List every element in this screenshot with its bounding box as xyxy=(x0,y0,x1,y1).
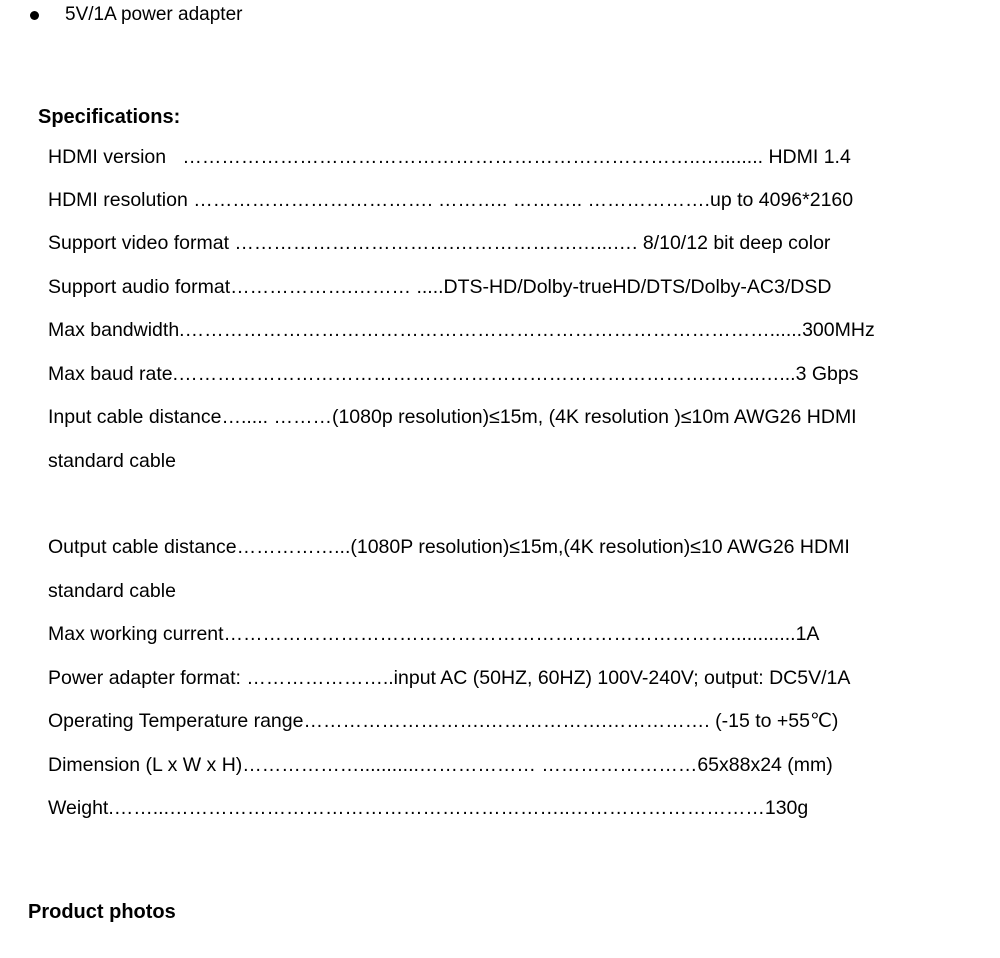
spec-max-baud-rate: Max baud rate.……………………………………………………………………….……..…...3 Gbps xyxy=(48,363,859,385)
bullet-item xyxy=(30,2,242,28)
spec-output-cable-distance: Output cable distance……………...(1080P resolution)≤15m,(4K resolution)≤10 AWG26 HDMI xyxy=(48,536,850,558)
bullet-dot-icon xyxy=(30,11,39,20)
spec-input-cable-distance: Input cable distance…..... ………(1080p resolution)≤15m, (4K resolution )≤10m AWG26 HDMI xyxy=(48,406,857,428)
spec-hdmi-version: HDMI version ……………………………………………………………………..…........ HDMI 1.4 xyxy=(48,146,851,168)
spec-output-cable-distance-cont: standard cable xyxy=(48,580,176,602)
spec-hdmi-resolution: HDMI resolution ………………………………. ……….. ……….. ……………….up to 4096*2160 xyxy=(48,189,854,211)
spec-input-cable-distance-cont: standard cable xyxy=(48,450,176,472)
spec-max-working-current: Max working current……………………………………………………………………............1A xyxy=(48,623,820,645)
spec-power-adapter-format: Power adapter format: …………………..input AC (50HZ, 60HZ) 100V-240V; output: DC5V/1A xyxy=(48,667,851,689)
product-photos-heading: Product photos xyxy=(28,901,176,923)
spec-operating-temperature: Operating Temperature range……………………….……………….……………. (-15 to +55℃) xyxy=(48,710,839,732)
spec-video-format: Support video format …………………………….……………….…...…. 8/10/12 bit deep color xyxy=(48,232,831,254)
specifications-heading: Specifications: xyxy=(38,106,181,128)
spec-weight: Weight.……...……………………………………………………..…………………………130g xyxy=(48,797,809,819)
spec-dimension: Dimension (L x W x H)………………...........……………… ……………………65x88x24 (mm) xyxy=(48,754,833,776)
spec-max-bandwidth: Max bandwidth.………………………………………………………………………………......300MHz xyxy=(48,319,875,341)
spec-audio-format: Support audio format……………….……… .....DTS-HD/Dolby-trueHD/DTS/Dolby-AC3/DSD xyxy=(48,276,832,298)
bullet-text: 5V/1A power adapter xyxy=(65,4,243,25)
